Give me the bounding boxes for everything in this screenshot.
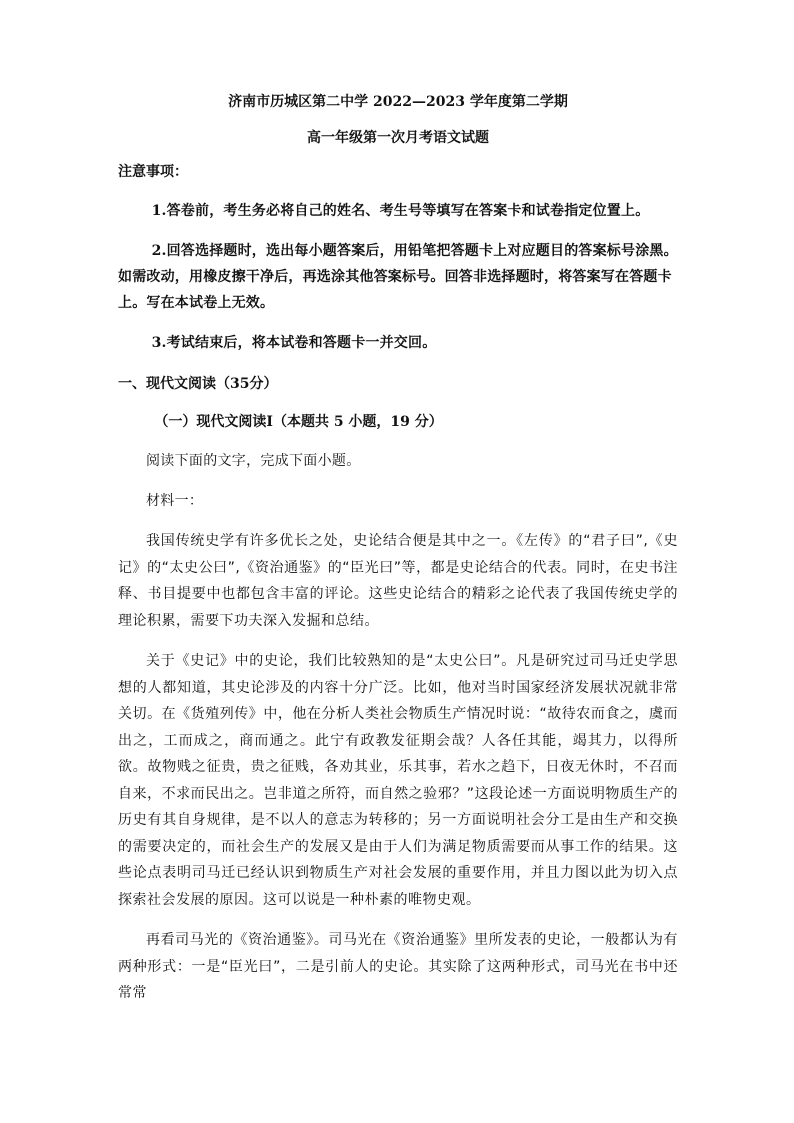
passage-paragraph-1: 我国传统史学有许多优长之处，史论结合便是其中之一。《左传》的“君子曰”,《史记》的“太史公曰”,《资治通鉴》的“臣光曰”等，都是史论结合的代表。同时，在史书注释、书目提要中也都包含丰富的评论。这些史论结合的精彩之论代表了我国传统史学的理论积累，需要下功夫深入发掘和总结。 xyxy=(118,533,678,629)
exam-title-line1: 济南市历城区第二中学 2022—2023 学年度第二学期 xyxy=(228,94,568,110)
exam-page xyxy=(118,92,678,1007)
passage-paragraph-3: 再看司马光的《资治通鉴》。司马光在《资治通鉴》里所发表的史论，一般都认为有两种形式：一是“臣光曰”，二是引前人的史论。其实除了这两种形式，司马光在书中还常常 xyxy=(118,932,678,1001)
note-item-3: 3.考试结束后，将本试卷和答题卡一并交回。 xyxy=(151,335,437,351)
note-item-1: 1.答卷前，考生务必将自己的姓名、考生号等填写在答案卡和试卷指定位置上。 xyxy=(151,203,650,219)
notes-heading: 注意事项： xyxy=(118,164,188,180)
material-label: 材料一： xyxy=(146,493,204,509)
subsection-heading: （一）现代文阅读Ⅰ（本题共 5 小题，19 分） xyxy=(154,414,443,430)
exam-title-line2: 高一年级第一次月考语文试题 xyxy=(307,130,489,146)
note-item-2: 2.回答选择题时，选出每小题答案后，用铅笔把答题卡上对应题目的答案标号涂黑。如需改动，用橡皮擦干净后，再选涂其他答案标号。回答非选择题时，将答案写在答题卡上。写在本试卷上无效。 xyxy=(118,243,678,311)
passage-paragraph-2: 关于《史记》中的史论，我们比较熟知的是“太史公曰”。凡是研究过司马迁史学思想的人都知道，其史论涉及的内容十分广泛。比如，他对当时国家经济发展状况就非常关切。在《货殖列传》中，他在分析人类社会物质生产情况时说：“故待农而食之，虞而出之，工而成之，商而通之。此宁有政教发征期会哉？人各任其能，竭其力，以得所欲。故物贱之征贵，贵之征贱，各劝其业，乐其事，若水之趋下，日夜无休时，不召而自来，不求而民出之。岂非道之所符，而自然之验邪？”这段论述一方面说明物质生产的历史有其自身规律，是不以人的意志为转移的；另一方面说明社会分工是由生产和交换的需要决定的，而社会生产的发展又是由于人们为满足物质需要而从事工作的结果。这些论点表明司马迁已经认识到物质生产对社会发展的重要作用，并且力图以此为切入点探索社会发展的原因。这可以说是一种朴素的唯物史观。 xyxy=(118,653,678,908)
reading-instruction: 阅读下面的文字，完成下面小题。 xyxy=(146,453,361,469)
section-heading: 一、现代文阅读（35分） xyxy=(118,376,278,392)
